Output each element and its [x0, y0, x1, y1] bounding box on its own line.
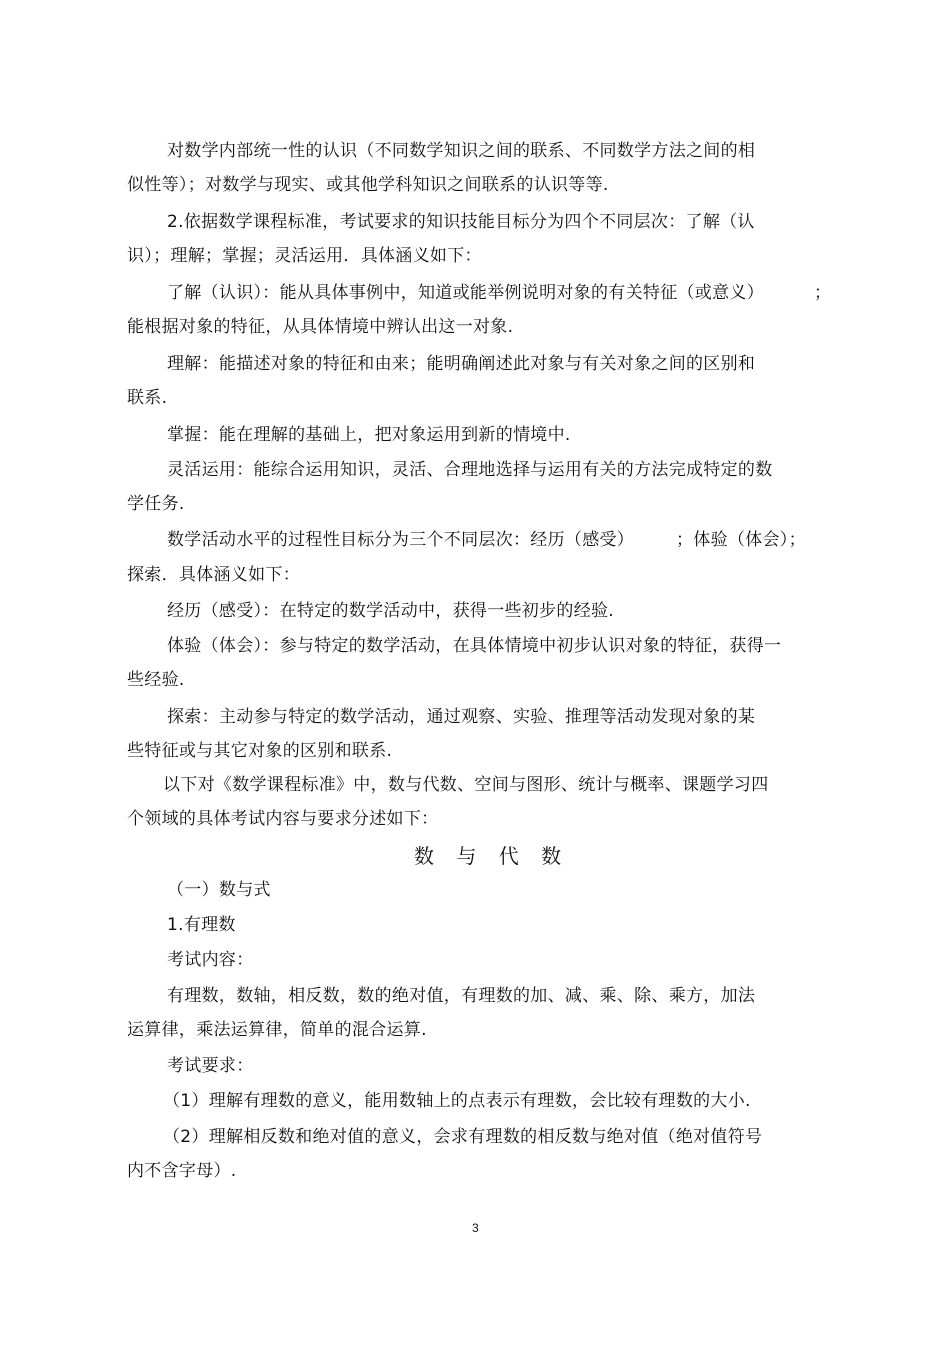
- text-line: 体验（体会）：参与特定的数学活动，在具体情境中初步认识对象的特征，获得一: [167, 636, 782, 656]
- text-line: 考试要求：: [167, 1056, 254, 1076]
- text-line: 探索．具体涵义如下：: [127, 565, 300, 585]
- text-line: 有理数，数轴，相反数，数的绝对值，有理数的加、减、乘、除、乘方，加法: [167, 986, 756, 1006]
- text-line: （1）理解有理数的意义，能用数轴上的点表示有理数，会比较有理数的大小.: [163, 1091, 751, 1111]
- text-line: 理解：能描述对象的特征和由来；能明确阐述此对象与有关对象之间的区别和: [167, 354, 756, 374]
- text-line: 了解（认识）：能从具体事例中，知道或能举例说明对象的有关特征（或意义）: [167, 283, 764, 303]
- text-line: 以下对《数学课程标准》中，数与代数、空间与图形、统计与概率、课题学习四: [163, 775, 769, 795]
- text-line: 内不含字母）.: [127, 1161, 237, 1181]
- text-line: 些特征或与其它对象的区别和联系.: [127, 741, 393, 761]
- text-line: 似性等）；对数学与现实、或其他学科知识之间联系的认识等等.: [127, 175, 609, 195]
- text-line: 联系.: [127, 388, 168, 408]
- text-line: ；: [814, 283, 832, 303]
- text-line: 识）；理解；掌握；灵活运用．具体涵义如下：: [127, 246, 482, 266]
- text-line: 掌握：能在理解的基础上，把对象运用到新的情境中.: [167, 425, 571, 445]
- text-line: 学任务.: [127, 494, 185, 514]
- text-line: 2.依据数学课程标准，考试要求的知识技能目标分为四个不同层次：了解（认: [167, 212, 755, 232]
- text-line: 运算律，乘法运算律，简单的混合运算.: [127, 1020, 427, 1040]
- page-number: 3: [472, 1221, 479, 1235]
- text-line: 灵活运用：能综合运用知识，灵活、合理地选择与运用有关的方法完成特定的数: [167, 460, 773, 480]
- text-line: 些经验.: [127, 670, 185, 690]
- text-line: 经历（感受）：在特定的数学活动中，获得一些初步的经验.: [167, 601, 615, 621]
- text-line: （2）理解相反数和绝对值的意义，会求有理数的相反数与绝对值（绝对值符号: [163, 1127, 763, 1147]
- text-line: （一）数与式: [167, 880, 271, 900]
- text-line: ；体验（体会）；: [676, 530, 806, 550]
- text-line: 1.有理数: [167, 915, 236, 935]
- text-line: 探索：主动参与特定的数学活动，通过观察、实验、推理等活动发现对象的某: [167, 707, 756, 727]
- text-line: 数学活动水平的过程性目标分为三个不同层次：经历（感受）: [167, 530, 635, 550]
- text-line: 个领域的具体考试内容与要求分述如下：: [127, 809, 439, 829]
- section-title: 数 与 代 数: [414, 844, 570, 868]
- text-line: 对数学内部统一性的认识（不同数学知识之间的联系、不同数学方法之间的相: [167, 141, 756, 161]
- text-line: 能根据对象的特征，从具体情境中辨认出这一对象.: [127, 317, 514, 337]
- text-line: 考试内容：: [167, 950, 254, 970]
